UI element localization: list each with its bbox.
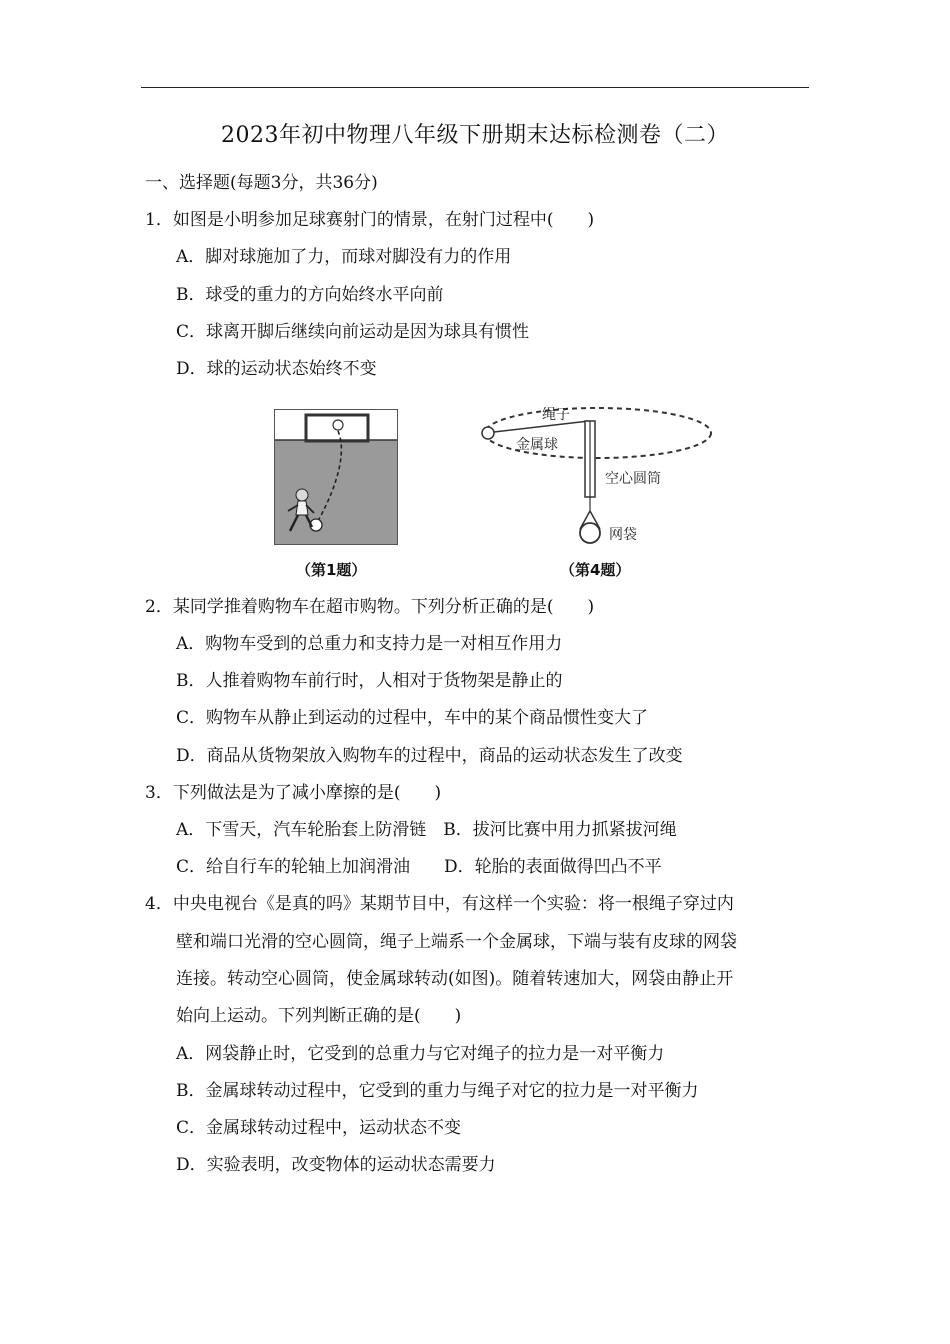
question-3-options-cd: C．给自行车的轮轴上加润滑油 D．轮胎的表面做得凹凸不平 [176,857,662,877]
question-1-option-a: A．脚对球施加了力，而球对脚没有力的作用 [176,247,512,267]
question-1-option-b: B．球受的重力的方向始终水平向前 [176,285,444,305]
question-1-stem: 1．如图是小明参加足球赛射门的情景，在射门过程中( ) [145,210,595,230]
question-4-option-c: C．金属球转动过程中，运动状态不变 [176,1118,462,1138]
question-4-stem-line-2: 壁和端口光滑的空心圆筒，绳子上端系一个金属球，下端与装有皮球的网袋 [176,932,737,952]
question-1-option-c: C．球离开脚后继续向前运动是因为球具有惯性 [176,322,530,342]
label-net-bag: 网袋 [609,527,637,543]
figure-4-caption: （第4题） [560,561,631,579]
label-hollow-tube: 空心圆筒 [605,471,661,487]
page-title: 2023年初中物理八年级下册期末达标检测卷（二） [221,123,729,148]
question-4-option-d: D．实验表明，改变物体的运动状态需要力 [176,1155,496,1175]
label-rope: 绳子 [542,407,570,423]
question-4-stem-line-1: 4．中央电视台《是真的吗》某期节目中，有这样一个实验：将一根绳子穿过内 [145,894,734,914]
figure-1-caption: （第1题） [296,561,367,579]
figure-1-soccer [274,409,398,545]
question-3-stem: 3．下列做法是为了减小摩擦的是( ) [145,783,442,803]
question-2-option-c: C．购物车从静止到运动的过程中，车中的某个商品惯性变大了 [176,708,649,728]
section-heading: 一、选择题(每题3分，共36分) [145,173,378,193]
question-2-option-a: A．购物车受到的总重力和支持力是一对相互作用力 [176,634,563,654]
figure-4-apparatus [478,401,714,551]
question-4-stem-line-3: 连接。转动空心圆筒，使金属球转动(如图)。随着转速加大，网袋由静止开 [176,969,734,989]
label-metal-ball: 金属球 [516,437,558,453]
question-4-stem-line-4: 始向上运动。下列判断正确的是( ) [176,1006,462,1026]
question-2-stem: 2．某同学推着购物车在超市购物。下列分析正确的是( ) [145,597,595,617]
question-2-option-d: D．商品从货物架放入购物车的过程中，商品的运动状态发生了改变 [176,746,683,766]
question-4-option-a: A．网袋静止时，它受到的总重力与它对绳子的拉力是一对平衡力 [176,1044,665,1064]
question-3-options-ab: A．下雪天，汽车轮胎套上防滑链 B．拔河比赛中用力抓紧拔河绳 [176,820,677,840]
question-1-option-d: D．球的运动状态始终不变 [176,359,377,379]
question-2-option-b: B．人推着购物车前行时，人相对于货物架是静止的 [176,671,563,691]
top-rule [141,87,809,88]
question-4-option-b: B．金属球转动过程中，它受到的重力与绳子对它的拉力是一对平衡力 [176,1081,699,1101]
